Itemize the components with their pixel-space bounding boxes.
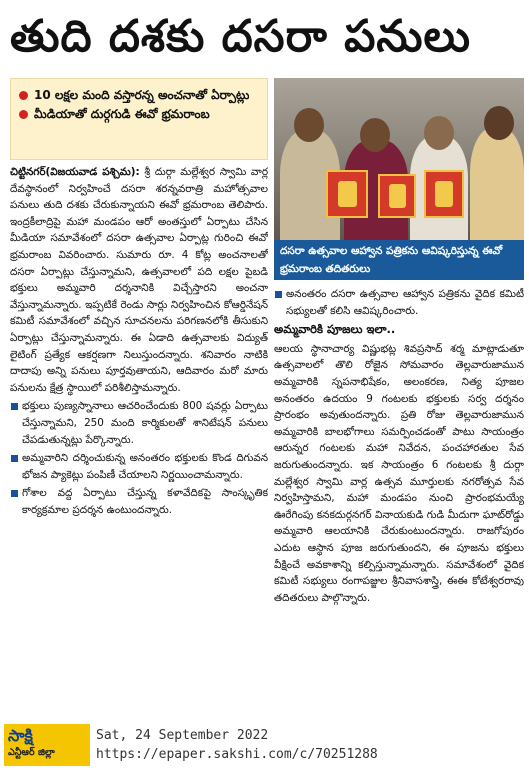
article-paragraph: ఆలయ స్థానాచార్య విష్ణుభట్ల శివప్రసాద్ శర్మ మాట్లాడుతూ ఉత్సవాలలో తొలి రోజైన సోమవారం తెల్లవారుజామున అమ్మవారికి స్నపనాభిషేకం, అలంకరణ, నిత్య పూజల అనంతరం ఉదయం 9 గంటలకు భక్తులకు సర్వ దర్శనం ప్రారంభం అవుతుందన్నారు. ప్రతి రోజు తెల్లవారుజామున అమ్మవారికి బాలభోగాలు సమర్పించడంతో పాటు సాయంత్రం ఆరున్నర గంటలకు మహా నివేదన, పంచహారతుల సేవ జరుగుతుందన్నారు. ఇక సాయంత్రం 6 గంటలకు శ్రీ దుర్గా మల్లేశ్వర స్వామి వార్ల ఉత్సవ మూర్తులకు నగరోత్సవ సేవ నిర్వహిస్తామని, మహా మండపం నుంచి ప్రారంభమయ్యే ఊరేగింపు కనకదుర్గనగర్ వినాయకుడి గుడి మీదుగా ఘాట్‌రోడ్డు అమ్మవారి ఆలయానికి చేరుకుంటుందన్నారు. రాజగోపురం ఎదుట ఆస్థాన పూజ జరుగుతుందని, ఈ పూజను భక్తులు వీక్షించే అవకాశాన్ని కల్పిస్తున్నామన్నారు. సమావేశంలో వైదిక కమిటీ సభ్యులు రంగాపజ్జుల శ్రీనివాసశాస్త్రి, ఈఈ కోటేశ్వరరావు తదితరులు పాల్గొన్నారు. <box>274 342 524 604</box>
edition-label: ఎన్టీఆర్ జిల్లా <box>8 747 55 758</box>
photo-caption: దసరా ఉత్సవాల ఆహ్వాన పత్రికను ఆవిష్కరిస్తున్న ఈవో భ్రమరాంబ తదితరులు <box>274 240 524 280</box>
article-paragraph: శ్రీ దుర్గా మల్లేశ్వర స్వామి వార్ల దేవస్థానంలో నిర్వహించే దసరా శరన్నవరాత్రి మహోత్సవాల పనులు తుది దశకు చేరుకున్నాయని ఈవో భ్రమరాంబ తెలిపారు. ఇంద్రకీలాద్రిపై మహా మండపం ఆరో అంతస్తులో ఏర్పాటు చేసిన మీడియా సమావేశంలో దసరా ఉత్సవాల ఏర్పాట్ల గురించి ఈవో భ్రమరాంబ వివరించారు. సుమారు రూ. 4 కోట్ల అంచనాలతో దసరా ఏర్పాట్లు చేస్తున్నామని, ఉత్సవాలలో పది లక్షల పైబడి భక్తులు అమ్మవారి దర్శనానికి విచ్చేస్తారని అంచనా వేస్తున్నామన్నారు. ఇప్పటికే రెండు సార్లు నిర్వహించిన కోఆర్డినేషన్ కమిటీ సమావేశంలో వచ్చిన సూచనలను పరిగణనలోకి తీసుకుని ఏర్పాట్లు చేస్తున్నామన్నారు. ఈ ఏడాది ఉత్సవాలకు విద్యుత్ లైటింగ్ ప్రత్యేక ఆకర్షణగా నిలుస్తుందన్నారు. శనివారం నాటికి దాదాపు అన్ని పనులు పూర్తవుతాయని, ఆదివారం మరో మారు పనులను క్షేత్ర స్థాయిలో పరిశీలిస్తామన్నారు. <box>10 166 268 394</box>
left-column <box>10 164 268 714</box>
publication-date: Sat, 24 September 2022 <box>96 728 269 743</box>
bullet-point: గోశాల వద్ద ఏర్పాటు చేస్తున్న కళావేదికపై సాంస్కృతిక కార్యక్రమాల ప్రదర్శన ఉంటుందన్నారు. <box>10 485 268 518</box>
logo-text: సాక్షి <box>8 726 33 745</box>
red-dot-icon <box>19 110 28 119</box>
footer <box>0 722 529 770</box>
invitation-card-image <box>326 170 368 218</box>
person-head <box>360 118 390 152</box>
sakshi-logo <box>4 724 90 766</box>
dateline: చిట్టినగర్(విజయవాడ పశ్చిమ): <box>10 166 140 178</box>
person-head <box>484 106 514 140</box>
right-column <box>274 286 524 714</box>
highlight-item <box>17 106 261 123</box>
bullet-point: అమ్మవారిని దర్శించుకున్న అనంతరం భక్తులకు కొండ దిగువన భోజన ప్యాకెట్లు పంపిణీ చేయాలని నిర్ణయించామన్నారు. <box>10 450 268 483</box>
bullet-point: భక్తులు పుణ్యస్నానాలు ఆచరించేందుకు 800 షవర్లు ఏర్పాటు చేస్తున్నామని, 250 మంది కార్మికులతో శానిటేషన్ పనులు చేపడుతున్నట్లు పేర్కొన్నారు. <box>10 398 268 448</box>
person-head <box>424 116 454 150</box>
invitation-card-image <box>424 170 464 218</box>
subheading: అమ్మవారికి పూజలు ఇలా.. <box>274 322 396 337</box>
person-head <box>294 108 324 142</box>
invitation-card-image <box>378 174 416 218</box>
headline: తుది దశకు దసరా పనులు <box>10 11 471 62</box>
epaper-url[interactable]: https://epaper.sakshi.com/c/70251288 <box>96 747 378 762</box>
bullet-point: అనంతరం దసరా ఉత్సవాల ఆహ్వాన పత్రికను వైదిక కమిటీ సభ్యులతో కలిసి ఆవిష్కరించారు. <box>274 286 524 319</box>
article-lead-paragraph <box>10 164 268 396</box>
highlight-text: మీడియాతో దుర్గగుడి ఈవో భ్రమరాంబ <box>34 107 210 121</box>
footer-meta <box>96 726 378 764</box>
red-dot-icon <box>19 91 28 100</box>
highlights-box <box>10 78 268 160</box>
highlight-item <box>17 87 261 104</box>
highlight-text: 10 లక్షల మంది వస్తారన్న అంచనాతో ఏర్పాట్లు <box>34 88 250 102</box>
person-figure <box>470 128 524 240</box>
news-photo <box>274 78 524 240</box>
